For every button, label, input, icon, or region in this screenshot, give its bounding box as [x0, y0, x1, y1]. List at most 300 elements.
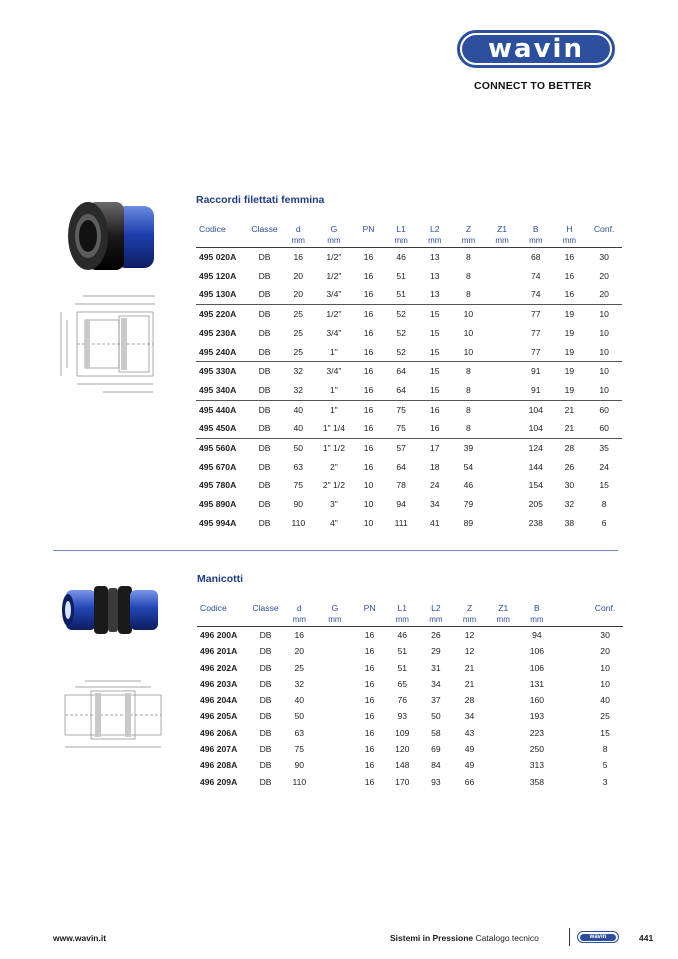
column-header: Conf.	[594, 603, 616, 613]
cell-pn: 16	[363, 270, 374, 281]
column-header: B	[534, 603, 540, 613]
cell-z: 10	[463, 346, 474, 357]
column-unit	[587, 614, 623, 627]
column-header: L2	[430, 224, 440, 234]
table-row	[197, 741, 623, 757]
column-header	[554, 600, 587, 614]
table-header-row	[197, 600, 623, 614]
cell-l1: 51	[397, 646, 408, 657]
coupling-drawing	[55, 675, 167, 755]
table-row	[197, 708, 623, 724]
female-threaded-table	[196, 221, 622, 533]
table-row	[196, 439, 622, 458]
column-header: Z	[465, 224, 472, 234]
cell-l1: 76	[397, 695, 408, 706]
cell-z1	[486, 643, 520, 659]
cell-pn: 16	[364, 646, 375, 657]
footer-catalog-bold: Sistemi in Pressione	[390, 933, 474, 943]
column-header: Z1	[498, 603, 509, 613]
section-divider	[53, 550, 618, 551]
cell-pn: 16	[363, 252, 374, 262]
cell-g: 1"	[329, 384, 338, 395]
cell-codice: 496 200A	[200, 630, 238, 640]
cell-g	[316, 627, 354, 644]
cell-l2: 50	[431, 711, 441, 722]
cell-pn: 16	[353, 400, 385, 419]
cell-z: 21	[464, 678, 475, 689]
cell-b: 77	[530, 346, 541, 357]
cell-pn: 16	[364, 678, 375, 689]
cell-l2: 13	[430, 252, 440, 262]
cell-h: 19	[564, 384, 575, 395]
cell-l1: 51	[397, 662, 408, 673]
cell-l1: 93	[397, 711, 408, 722]
cell-pn: 16	[364, 760, 375, 771]
cell-conf: 20	[600, 646, 610, 657]
cell-l1: 52	[396, 327, 406, 338]
table-row	[197, 676, 623, 692]
cell-h: 28	[553, 439, 587, 458]
cell-b: 77	[530, 327, 541, 338]
section-title-female-threaded: Raccordi filettati femmina	[196, 194, 325, 206]
cell-codice: 495 440A	[196, 400, 248, 419]
cell-l2: 15	[418, 362, 452, 381]
column-unit	[354, 614, 386, 627]
cell-conf: 60	[586, 400, 622, 419]
footer-wavin-logo	[577, 931, 619, 943]
cell-pn: 16	[364, 711, 375, 722]
cell-classe: DB	[248, 439, 282, 458]
cell-z: 49	[464, 760, 475, 771]
cell-z: 12	[464, 646, 475, 657]
cell-z1	[486, 692, 520, 708]
cell-classe: DB	[258, 461, 271, 472]
cell-codice: 495 020A	[199, 252, 237, 262]
cell-codice: 496 201A	[200, 646, 238, 657]
cell-l2: 37	[431, 695, 441, 706]
cell-codice: 496 209A	[200, 776, 238, 787]
column-header: Codice	[200, 603, 227, 613]
column-unit: mm	[453, 614, 487, 627]
cell-codice: 495 220A	[196, 305, 248, 324]
cell-h: 19	[553, 362, 587, 381]
cell-b: 104	[519, 400, 553, 419]
cell-h	[554, 643, 587, 659]
cell-h: 30	[564, 480, 575, 491]
cell-codice: 496 206A	[200, 727, 238, 738]
cell-g	[316, 708, 354, 724]
cell-d: 50	[294, 711, 305, 722]
cell-classe: DB	[259, 695, 272, 706]
cell-z1	[486, 774, 520, 790]
cell-b: 106	[529, 646, 545, 657]
cell-classe: DB	[248, 400, 282, 419]
cell-classe: DB	[258, 423, 271, 434]
cell-z: 21	[464, 662, 475, 673]
cell-conf: 6	[601, 517, 607, 528]
column-header: PN	[363, 603, 376, 613]
cell-z: 54	[463, 461, 474, 472]
cell-classe: DB	[258, 270, 271, 281]
cell-conf: 40	[600, 695, 610, 706]
cell-h	[554, 676, 587, 692]
table-row	[196, 305, 622, 324]
cell-z1	[485, 419, 519, 438]
cell-pn: 16	[363, 461, 374, 472]
cell-conf: 20	[599, 289, 609, 300]
cell-conf: 60	[599, 423, 609, 434]
column-header: Z	[466, 603, 473, 613]
cell-l2: 15	[418, 305, 452, 324]
cell-g: 3"	[329, 499, 338, 510]
cell-conf: 10	[599, 346, 609, 357]
cell-h	[554, 692, 587, 708]
column-header: d	[296, 603, 302, 613]
cell-classe: DB	[258, 289, 271, 300]
cell-d: 75	[293, 480, 304, 491]
brand-tagline: CONNECT TO BETTER	[474, 80, 592, 92]
cell-conf: 10	[599, 384, 609, 395]
cell-l1: 148	[395, 760, 410, 771]
cell-d: 63	[293, 461, 304, 472]
column-unit: mm	[452, 235, 486, 248]
cell-d: 20	[293, 289, 304, 300]
column-unit: mm	[315, 235, 353, 248]
cell-classe: DB	[259, 744, 272, 755]
cell-z: 46	[463, 480, 474, 491]
cell-conf: 30	[599, 252, 609, 262]
cell-h: 26	[564, 461, 575, 472]
cell-classe: DB	[248, 362, 282, 381]
table-row	[196, 362, 622, 381]
table-unit-row	[197, 614, 623, 627]
cell-d: 25	[293, 327, 304, 338]
cell-codice: 496 203A	[200, 678, 238, 689]
column-header: Codice	[199, 224, 226, 234]
cell-d: 110	[292, 776, 307, 787]
cell-l2: 26	[431, 630, 441, 640]
cell-l1: 46	[397, 630, 408, 640]
cell-d: 50	[281, 439, 315, 458]
cell-g	[316, 660, 354, 676]
cell-b: 91	[519, 362, 553, 381]
cell-b: 124	[519, 439, 553, 458]
cell-l1: 52	[396, 346, 406, 357]
cell-pn: 16	[364, 776, 375, 787]
cell-conf: 3	[602, 776, 608, 787]
cell-l2: 17	[418, 439, 452, 458]
cell-b: 223	[529, 727, 545, 738]
cell-h: 21	[564, 423, 575, 434]
page-number: 441	[639, 933, 654, 943]
cell-z: 10	[463, 327, 474, 338]
cell-codice: 495 240A	[199, 346, 237, 357]
cell-classe: DB	[259, 678, 272, 689]
cell-classe: DB	[259, 711, 272, 722]
column-unit: mm	[553, 235, 587, 248]
table-row	[197, 774, 623, 790]
cell-z1	[485, 495, 519, 514]
table-row	[197, 692, 623, 708]
cell-z1	[485, 476, 519, 495]
cell-d: 63	[294, 727, 305, 738]
cell-codice: 495 120A	[199, 270, 237, 281]
cell-z1	[485, 439, 519, 458]
cell-conf: 10	[586, 305, 622, 324]
cell-b: 94	[532, 630, 542, 640]
cell-z1	[485, 248, 519, 267]
cell-l2: 18	[430, 461, 440, 472]
cell-codice: 495 994A	[199, 517, 237, 528]
cell-l2: 93	[431, 776, 441, 787]
cell-classe: DB	[258, 384, 271, 395]
cell-d: 16	[294, 630, 305, 640]
cell-g	[316, 725, 354, 741]
column-unit: mm	[418, 235, 452, 248]
column-unit	[197, 614, 249, 627]
cell-l1: 120	[395, 744, 410, 755]
cell-b: 144	[528, 461, 543, 472]
cell-h: 38	[564, 517, 575, 528]
footer-website[interactable]: www.wavin.it	[53, 933, 107, 943]
column-unit: mm	[519, 235, 553, 248]
cell-b: 77	[519, 305, 553, 324]
cell-conf: 8	[601, 499, 607, 510]
column-unit: mm	[419, 614, 453, 627]
cell-z1	[485, 343, 519, 362]
cell-g: 3/4"	[326, 289, 342, 300]
cell-l1: 94	[396, 499, 406, 510]
cell-codice: 496 207A	[200, 744, 238, 755]
column-unit: mm	[316, 614, 354, 627]
cell-l2: 15	[430, 327, 440, 338]
female-threaded-fitting-photo	[58, 192, 162, 280]
table-row	[196, 458, 622, 477]
cell-z1	[485, 381, 519, 400]
footer-catalog-title	[390, 933, 539, 943]
cell-classe: DB	[258, 517, 271, 528]
cell-b: 160	[529, 695, 545, 706]
cell-b: 104	[528, 423, 543, 434]
cell-g: 2"	[329, 461, 338, 472]
cell-l2: 13	[430, 270, 440, 281]
cell-l1: 64	[396, 461, 406, 472]
cell-z1	[485, 514, 519, 533]
cell-z1	[486, 660, 520, 676]
cell-l1: 52	[384, 305, 418, 324]
cell-z: 8	[466, 289, 471, 300]
cell-conf: 10	[586, 362, 622, 381]
cell-z: 49	[464, 744, 475, 755]
column-unit: mm	[385, 614, 419, 627]
cell-d: 32	[293, 384, 304, 395]
cell-l1: 111	[394, 517, 408, 528]
cell-l1: 51	[396, 270, 406, 281]
cell-g	[316, 741, 354, 757]
cell-z1	[485, 458, 519, 477]
cell-z: 28	[464, 695, 475, 706]
cell-classe: DB	[258, 499, 271, 510]
cell-h	[554, 627, 587, 644]
column-unit: mm	[485, 235, 519, 248]
cell-g	[316, 643, 354, 659]
cell-classe: DB	[259, 776, 272, 787]
cell-pn: 16	[364, 630, 375, 640]
cell-l2: 84	[431, 760, 441, 771]
cell-l2: 31	[431, 662, 441, 673]
column-unit	[586, 235, 622, 248]
cell-z1	[485, 267, 519, 286]
cell-pn: 16	[364, 744, 375, 755]
cell-z1	[485, 285, 519, 304]
cell-classe: DB	[259, 630, 272, 640]
cell-b: 250	[529, 744, 545, 755]
table-row	[197, 725, 623, 741]
cell-codice: 495 230A	[199, 327, 237, 338]
cell-b: 313	[529, 760, 545, 771]
cell-d: 110	[291, 517, 306, 528]
table-row	[196, 400, 622, 419]
footer-logo-text: wavin	[580, 934, 616, 941]
cell-pn: 16	[353, 305, 385, 324]
cell-l2: 34	[430, 499, 440, 510]
cell-conf: 8	[602, 744, 608, 755]
cell-g: 4"	[329, 517, 338, 528]
cell-l1: 170	[395, 776, 410, 787]
column-unit: mm	[281, 235, 315, 248]
cell-pn: 16	[353, 439, 385, 458]
cell-z: 34	[464, 711, 475, 722]
cell-d: 90	[294, 760, 305, 771]
cell-z1	[486, 708, 520, 724]
cell-conf: 30	[600, 630, 610, 640]
cell-b: 205	[528, 499, 543, 510]
cell-conf: 24	[599, 461, 609, 472]
cell-h	[554, 708, 587, 724]
cell-l1: 75	[384, 400, 418, 419]
cell-l2: 13	[430, 289, 440, 300]
column-header: H	[566, 224, 573, 234]
column-header: Z1	[497, 224, 508, 234]
cell-b: 131	[529, 678, 545, 689]
cell-l2: 41	[430, 517, 440, 528]
column-unit	[196, 235, 248, 248]
cell-l2: 16	[418, 400, 452, 419]
cell-l2: 15	[430, 384, 440, 395]
cell-pn: 10	[363, 480, 374, 491]
cell-l2: 16	[430, 423, 440, 434]
column-header: L1	[397, 603, 408, 613]
column-header: L2	[431, 603, 441, 613]
footer-separator	[569, 928, 570, 946]
table-row	[196, 381, 622, 400]
cell-h: 16	[564, 252, 575, 262]
cell-codice: 496 204A	[200, 695, 238, 706]
cell-l2: 58	[431, 727, 441, 738]
cell-pn: 16	[363, 384, 374, 395]
cell-l1: 109	[395, 727, 410, 738]
cell-z: 89	[463, 517, 474, 528]
cell-conf: 10	[600, 678, 610, 689]
cell-z: 39	[452, 439, 486, 458]
cell-z1	[485, 324, 519, 343]
column-unit	[353, 235, 385, 248]
cell-g: 1/2"	[326, 270, 342, 281]
table-row	[196, 285, 622, 304]
cell-conf: 35	[586, 439, 622, 458]
cell-classe: DB	[258, 252, 271, 262]
column-header: G	[331, 603, 339, 613]
cell-g: 2" 1/2	[322, 480, 345, 491]
cell-classe: DB	[258, 346, 271, 357]
cell-codice: 495 340A	[199, 384, 237, 395]
cell-z: 8	[466, 270, 471, 281]
cell-classe: DB	[259, 760, 272, 771]
cell-z1	[486, 627, 520, 644]
cell-g: 1/2"	[326, 252, 342, 262]
column-header: Conf.	[593, 224, 615, 234]
cell-l1: 78	[396, 480, 406, 491]
table-row	[196, 324, 622, 343]
cell-d: 20	[294, 646, 305, 657]
column-unit: mm	[486, 614, 520, 627]
cell-pn: 16	[364, 727, 375, 738]
cell-pn: 16	[363, 346, 374, 357]
cell-h: 19	[553, 305, 587, 324]
cell-d: 40	[293, 423, 304, 434]
cell-d: 16	[293, 252, 304, 262]
cell-b: 193	[529, 711, 545, 722]
table-row	[196, 419, 622, 438]
column-unit: mm	[520, 614, 554, 627]
cell-l1: 51	[396, 289, 406, 300]
cell-pn: 16	[363, 423, 374, 434]
cell-l2: 69	[431, 744, 441, 755]
column-unit: mm	[384, 235, 418, 248]
cell-z: 8	[466, 423, 471, 434]
cell-conf: 20	[599, 270, 609, 281]
column-header: Classe	[252, 603, 279, 613]
column-header: d	[295, 224, 301, 234]
cell-z1	[485, 362, 519, 381]
cell-z: 79	[463, 499, 474, 510]
column-header: B	[532, 224, 539, 234]
table-row	[196, 343, 622, 362]
cell-pn: 16	[363, 327, 374, 338]
cell-codice: 495 450A	[199, 423, 237, 434]
cell-h	[554, 660, 587, 676]
cell-z: 66	[464, 776, 475, 787]
table-row	[196, 267, 622, 286]
cell-classe: DB	[258, 480, 271, 491]
column-header: L1	[396, 224, 406, 234]
cell-z1	[486, 741, 520, 757]
cell-conf: 10	[599, 327, 609, 338]
cell-d: 40	[294, 695, 305, 706]
cell-b: 238	[528, 517, 543, 528]
cell-b: 74	[530, 270, 541, 281]
couplings-table	[197, 600, 623, 790]
table-row	[196, 248, 622, 267]
cell-l1: 64	[396, 384, 406, 395]
cell-d: 40	[281, 400, 315, 419]
cell-d: 25	[294, 662, 305, 673]
cell-g: 3/4"	[326, 327, 342, 338]
cell-codice: 496 202A	[200, 662, 238, 673]
cell-h: 16	[564, 270, 575, 281]
table-row	[197, 643, 623, 659]
cell-z: 8	[452, 362, 486, 381]
